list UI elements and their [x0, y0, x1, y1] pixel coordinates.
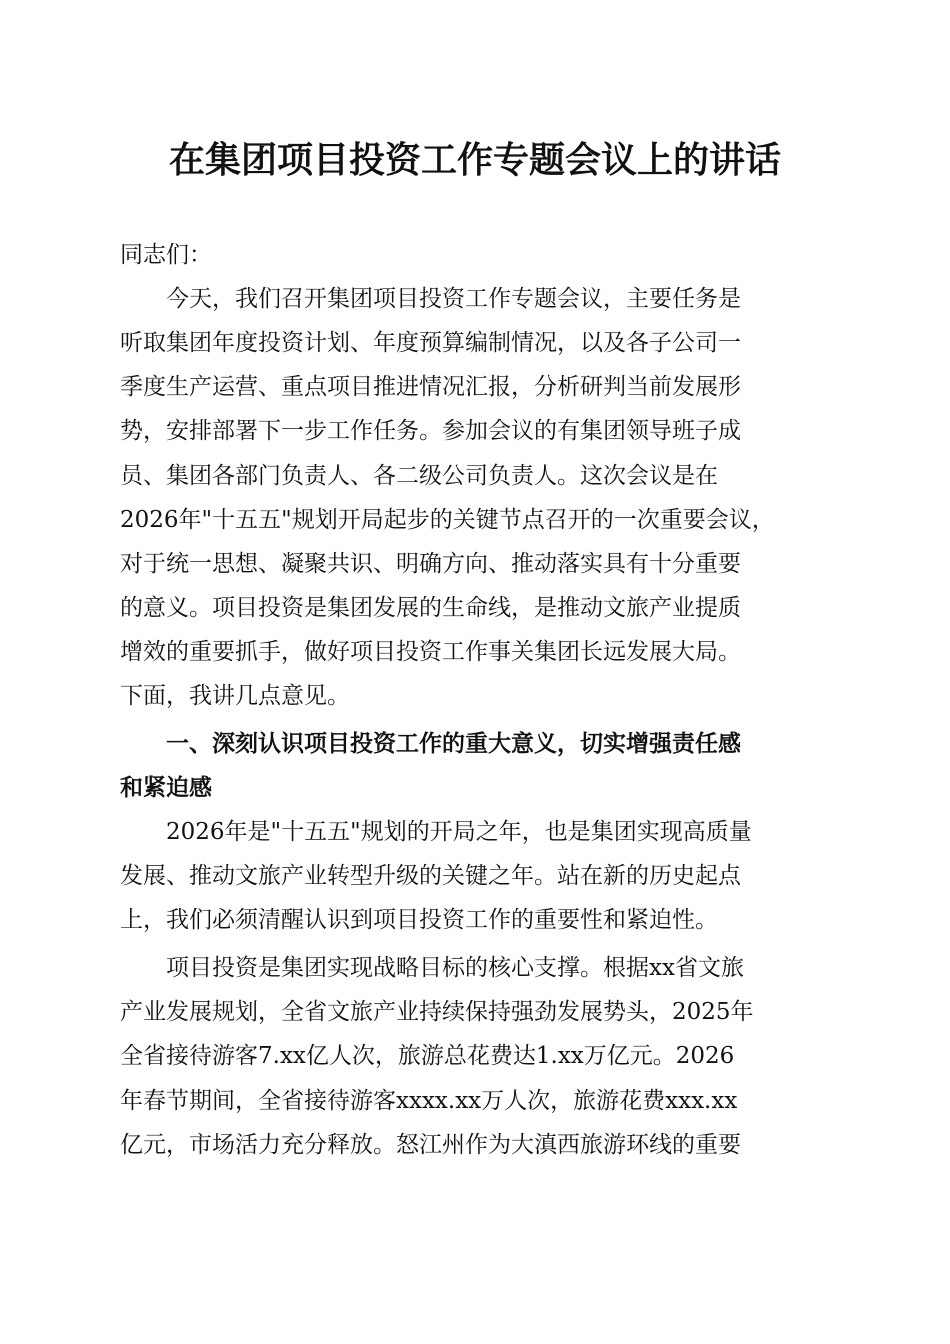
body-line: 上，我们必须清醒认识到项目投资工作的重要性和紧迫性。	[120, 907, 718, 933]
body-line: 全省接待游客7.xx亿人次，旅游总花费达1.xx万亿元。2026	[120, 1043, 735, 1069]
body-line: 下面，我讲几点意见。	[120, 683, 350, 709]
body-line: 发展、推动文旅产业转型升级的关键之年。站在新的历史起点	[120, 863, 741, 889]
document-title: 在集团项目投资工作专题会议上的讲话	[168, 139, 781, 181]
body-line: 2026年是"十五五"规划的开局之年，也是集团实现高质量	[120, 819, 752, 845]
body-line: 听取集团年度投资计划、年度预算编制情况，以及各子公司一	[120, 330, 741, 356]
body-line: 今天，我们召开集团项目投资工作专题会议，主要任务是	[120, 286, 741, 312]
body-line: 员、集团各部门负责人、各二级公司负责人。这次会议是在	[120, 463, 718, 489]
body-line: 对于统一思想、凝聚共识、明确方向、推动落实具有十分重要	[120, 551, 741, 577]
body-line: 季度生产运营、重点项目推进情况汇报，分析研判当前发展形	[120, 374, 741, 400]
body-line: 势，安排部署下一步工作任务。参加会议的有集团领导班子成	[120, 418, 741, 444]
body-line: 产业发展规划，全省文旅产业持续保持强劲发展势头，2025年	[120, 999, 754, 1025]
body-line: 的意义。项目投资是集团发展的生命线，是推动文旅产业提质	[120, 595, 741, 621]
salutation-line: 同志们：	[120, 242, 212, 268]
body-line: 项目投资是集团实现战略目标的核心支撑。根据xx省文旅	[120, 955, 744, 981]
body-line: 亿元，市场活力充分释放。怒江州作为大滇西旅游环线的重要	[120, 1132, 741, 1158]
body-line: 年春节期间，全省接待游客xxxx.xx万人次，旅游花费xxx.xx	[120, 1088, 738, 1114]
section-heading-line: 和紧迫感	[120, 775, 212, 801]
body-line: 增效的重要抓手，做好项目投资工作事关集团长远发展大局。	[120, 639, 741, 665]
body-line: 2026年"十五五"规划开局起步的关键节点召开的一次重要会议，	[120, 507, 775, 533]
section-heading-line: 一、深刻认识项目投资工作的重大意义，切实增强责任感	[120, 731, 741, 757]
